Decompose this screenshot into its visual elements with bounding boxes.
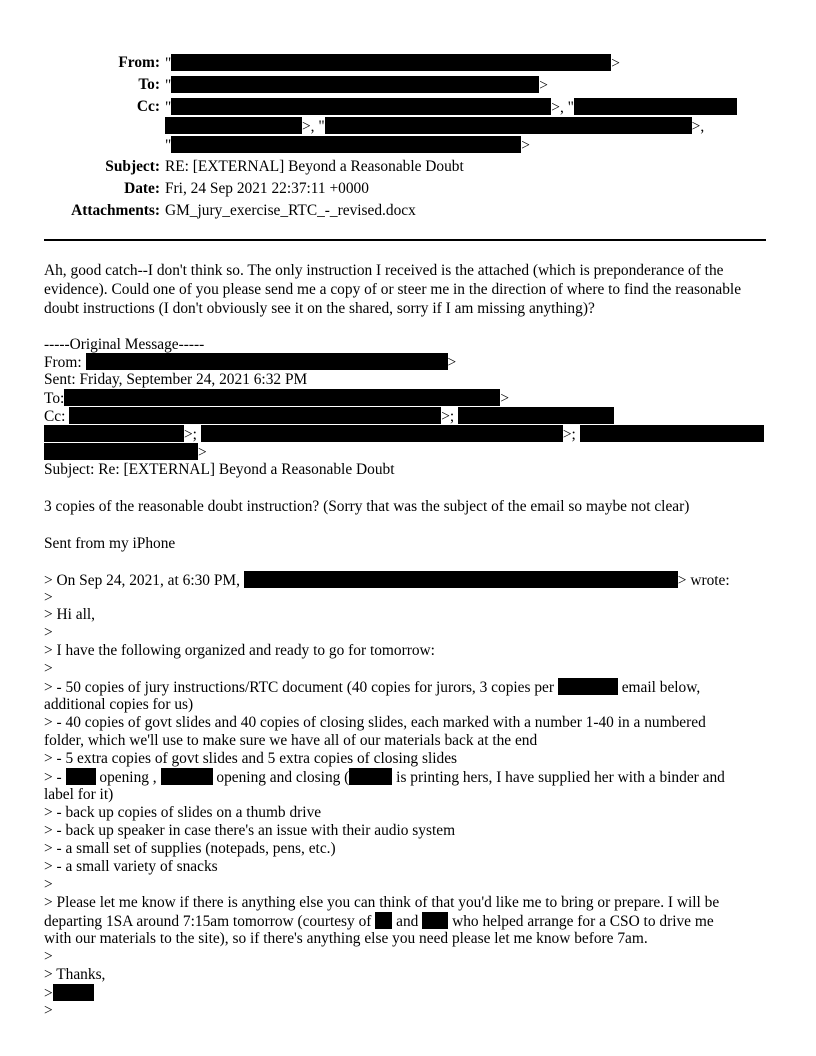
list-item: > - opening , opening and closing ( is printing hers, I have supplied her with a binder and (44, 769, 725, 786)
to-value: " > (165, 77, 548, 94)
quote-blank: > (44, 624, 53, 641)
list-item: > - a small variety of snacks (44, 858, 218, 875)
subject-label: Subject: (105, 158, 160, 175)
redaction (53, 984, 94, 1001)
redaction (349, 768, 392, 785)
redaction (66, 768, 96, 785)
list-item: > - 40 copies of govt slides and 40 copies of closing slides, each marked with a number 1-40 in a numbered (44, 714, 706, 731)
list-item: > - a small set of supplies (notepads, pens, etc.) (44, 840, 336, 857)
redaction (458, 407, 614, 424)
quote-line: > I have the following organized and ready to go for tomorrow: (44, 642, 435, 659)
original-cc-line3: > (44, 443, 207, 462)
list-item-cont: additional copies for us) (44, 696, 194, 713)
redaction (171, 136, 521, 153)
redaction (325, 117, 692, 134)
signature-text: Sent from my iPhone (44, 535, 176, 552)
redaction (64, 389, 500, 406)
list-item: > - 5 extra copies of govt slides and 5 extra copies of closing slides (44, 750, 458, 767)
redaction (558, 678, 618, 695)
cc-label: Cc: (136, 98, 160, 115)
quote-header: > On Sep 24, 2021, at 6:30 PM, > wrote: (44, 572, 730, 589)
redaction (574, 98, 737, 115)
cc-value-line3: " > (165, 137, 530, 154)
redaction (201, 425, 563, 442)
redaction (69, 407, 441, 424)
list-item: > - back up speaker in case there's an issue with their audio system (44, 822, 456, 839)
redaction (44, 443, 198, 460)
quote-blank: > (44, 660, 53, 677)
reply-text: Ah, good catch--I don't think so. The only instruction I received is the attached (which is preponderance of the (44, 262, 724, 279)
quote-blank: > (44, 876, 53, 893)
original-subject: Subject: Re: [EXTERNAL] Beyond a Reasonable Doubt (44, 461, 395, 478)
original-cc: Cc: >; (44, 407, 614, 426)
reply-text: evidence). Could one of you please send me a copy of or steer me in the direction of where to find the reasonable (44, 281, 742, 298)
date-value: Fri, 24 Sep 2021 22:37:11 +0000 (165, 180, 369, 197)
quote-line: > Please let me know if there is anything else you can think of that you'd like me to bring or prepare. I will be (44, 894, 720, 911)
cc-value-line1: " >, " (165, 98, 737, 117)
original-from: From: > (44, 354, 457, 371)
list-item-cont: folder, which we'll use to make sure we have all of our materials back at the end (44, 732, 538, 749)
header-divider (44, 239, 766, 241)
redaction (44, 425, 184, 442)
to-label: To: (138, 76, 160, 93)
quote-blank: > (44, 589, 53, 606)
quote-line: > Thanks, (44, 966, 106, 983)
date-label: Date: (124, 180, 160, 197)
from-label: From: (118, 54, 160, 71)
redaction (161, 768, 213, 785)
original-cc-line2: >; >; (44, 425, 764, 444)
attachment-link[interactable]: GM_jury_exercise_RTC_-_revised.docx (165, 202, 416, 219)
list-item: > - 50 copies of jury instructions/RTC document (40 copies for jurors, 3 copies per email below, (44, 679, 701, 696)
attachments-label: Attachments: (71, 202, 160, 219)
list-item-cont: label for it) (44, 786, 114, 803)
quote-line: > Hi all, (44, 606, 95, 623)
redaction (244, 571, 678, 588)
list-item: > - back up copies of slides on a thumb drive (44, 804, 322, 821)
quote-signature: > (44, 984, 94, 1003)
redaction (580, 425, 764, 442)
redaction (171, 76, 539, 93)
from-value: " > (165, 55, 620, 72)
original-to: To: > (44, 390, 509, 407)
redaction (165, 117, 302, 134)
original-separator: -----Original Message----- (44, 336, 205, 353)
message-text: 3 copies of the reasonable doubt instruction? (Sorry that was the subject of the email so maybe not clear) (44, 498, 690, 515)
reply-text: doubt instructions (I don't obviously see it on the shared, sorry if I am missing anything)? (44, 300, 595, 317)
subject-value: RE: [EXTERNAL] Beyond a Reasonable Doubt (165, 158, 464, 175)
redaction (422, 912, 448, 929)
quote-blank: > (44, 1002, 53, 1019)
redaction (171, 98, 551, 115)
quote-blank: > (44, 948, 53, 965)
quote-line: with our materials to the site), so if there's anything else you need please let me know before 7am. (44, 930, 648, 947)
redaction (86, 353, 448, 370)
original-sent: Sent: Friday, September 24, 2021 6:32 PM (44, 371, 308, 388)
quote-line: departing 1SA around 7:15am tomorrow (courtesy of and who helped arrange for a CSO to drive me (44, 913, 714, 930)
redaction (171, 54, 611, 71)
redaction (375, 912, 392, 929)
cc-value-line2: >, " >, (165, 117, 704, 136)
